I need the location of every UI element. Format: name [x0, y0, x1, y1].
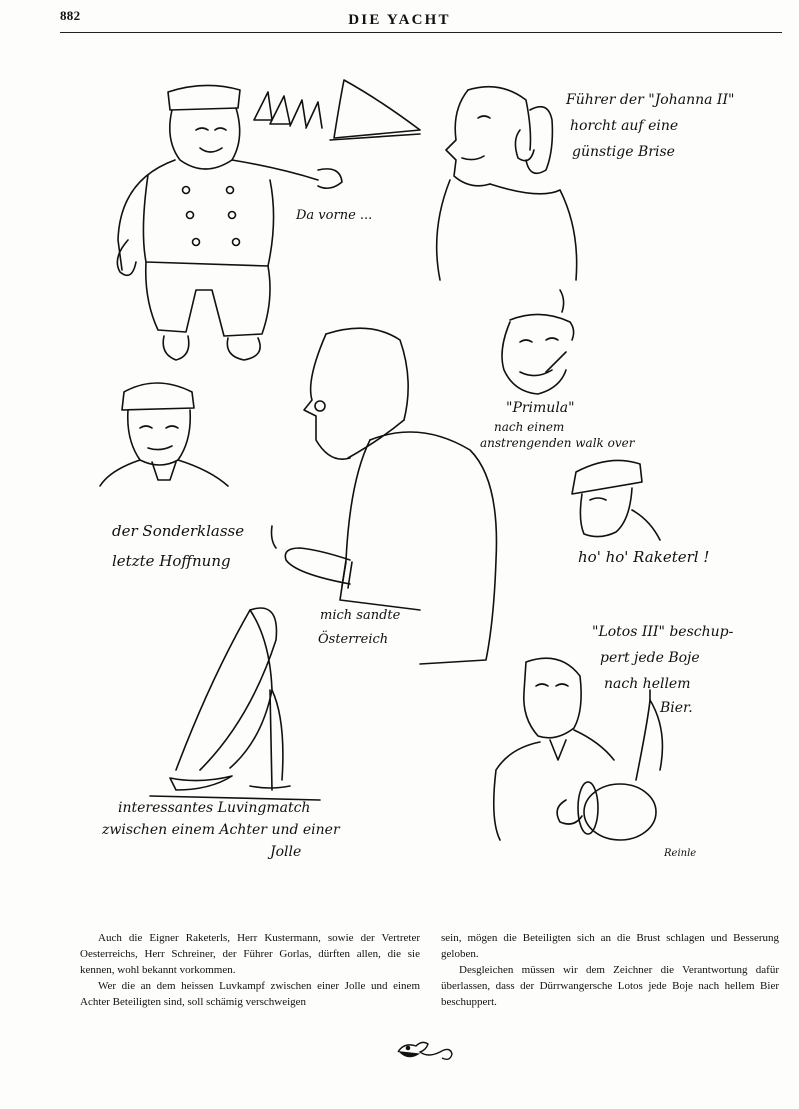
text-column-right [441, 930, 779, 1010]
paragraph: Auch die Eigner Raketerls, Herr Kustermann, sowie der Vertreter Oesterreichs, Herr Schreiner, der Führer Gorlas, dürften allen, die sie kennen, wohl bekannt vorkommen. [80, 932, 420, 976]
caption-oesterreich-line-2: Österreich [318, 632, 389, 647]
caption-primula-line-2: nach einem [494, 420, 565, 434]
artist-signature: Reinle [664, 848, 697, 859]
caption-sonderklasse-line-1: der Sonderklasse [112, 522, 245, 540]
caption-lotos-line-3: nach hellem [604, 676, 691, 692]
paragraph: Wer die an dem heissen Luvkampf zwischen einer Jolle und einem Achter Beteiligten sind, soll schämig verschweigen [80, 980, 420, 1008]
caption-lotos-line-4: Bier. [660, 700, 693, 716]
caption-fuehrer-line-2: horcht auf eine [570, 118, 679, 134]
running-head: DIE YACHT [348, 12, 451, 28]
paragraph: sein, mögen die Beteiligten sich an die Brust schlagen und Besserung geloben. [441, 932, 779, 960]
pipe-smoker-caricature [502, 290, 574, 394]
caption-fuehrer-line-3: günstige Brise [572, 144, 675, 160]
caption-primula-line-3: anstrengenden walk over [480, 436, 635, 450]
racing-sailboats-sketch [150, 608, 320, 800]
seahorse-ornament [392, 1034, 460, 1068]
cap-wearer-caricature [572, 460, 660, 540]
caption-luvmatch-line-1: interessantes Luvingmatch [118, 800, 311, 816]
distant-sails-sketch [254, 80, 420, 140]
caption-primula-line-1: "Primula" [506, 400, 575, 416]
officer-caricature [100, 383, 228, 486]
caption-raketerl: ho' ho' Raketerl ! [578, 548, 710, 566]
caption-sonderklasse-line-2: letzte Hoffnung [112, 552, 231, 570]
caption-luvmatch-line-3: Jolle [270, 844, 302, 860]
caption-lotos-line-1: "Lotos III" beschup- [592, 624, 734, 640]
page-number: 882 [60, 8, 81, 23]
text-column-left [80, 930, 420, 1010]
caption-da-vorne: Da vorne ... [296, 208, 373, 223]
paragraph: Desgleichen müssen wir dem Zeichner die Verantwortung dafür überlassen, dass der Dürrwangersche Lotos jede Boje nach hellem Bier beschuppert. [441, 964, 779, 1008]
caption-fuehrer-line-1: Führer der "Johanna II" [566, 92, 735, 108]
listening-sailor-caricature [437, 87, 577, 280]
caption-lotos-line-2: pert jede Boje [600, 650, 700, 666]
caption-luvmatch-line-2: zwischen einem Achter und einer [102, 822, 340, 838]
caption-oesterreich-line-1: mich sandte [320, 608, 401, 623]
